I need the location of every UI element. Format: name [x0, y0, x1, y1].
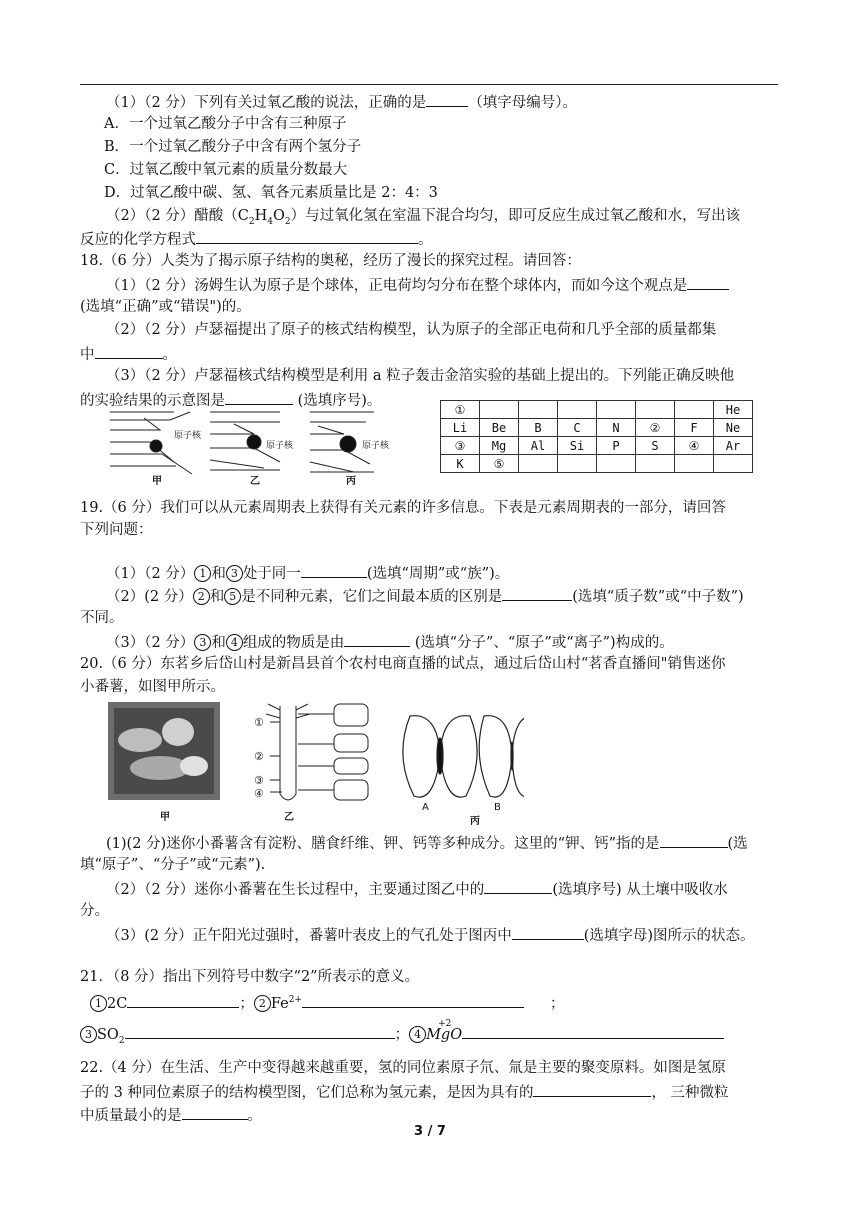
label-a: A [422, 802, 429, 813]
answer-blank[interactable] [127, 993, 239, 1008]
answer-blank[interactable] [660, 833, 728, 848]
circled-number: 3 [194, 634, 211, 651]
label-1: ① [254, 716, 264, 729]
figure-label-jia: 甲 [160, 812, 170, 823]
figure-label-yi: 乙 [284, 812, 294, 823]
q18-part3: （3）（2 分）卢瑟福核式结构模型是利用 a 粒子轰击金箔实验的基础上提出的。下列能正确反映他 [106, 368, 735, 384]
q21-heading: 21．（8 分）指出下列符号中数字“2”所表示的意义。 [80, 969, 420, 985]
figure-jia [110, 412, 192, 474]
q20-part1-line2: 填“原子”、“分子”或“元素”). [80, 857, 266, 873]
answer-blank[interactable] [462, 1024, 724, 1039]
answer-blank[interactable] [125, 1024, 395, 1039]
circled-number: 3 [226, 565, 243, 582]
q17-option-a: A．一个过氧乙酸分子中含有三种原子 [104, 116, 347, 132]
q17-option-d: D．过氧乙酸中碳、氢、氧各元素质量比是 2：4：3 [104, 185, 438, 201]
answer-blank[interactable] [502, 586, 572, 601]
label-4: ④ [254, 787, 264, 800]
q17-part2-line2: 反应的化学方程式 。 [80, 229, 780, 249]
q18-part1: （1）（2 分）汤姆生认为原子是个球体，正电荷均匀分布在整个球体内，而如今这个观点是 [106, 275, 806, 295]
q17-option-b: B．一个过氧乙酸分子中含有两个氢分子 [104, 139, 362, 155]
table-row: K ⑤ [441, 455, 753, 473]
q18-part3-line2: 的实验结果的示意图是 (选填序号)。 [80, 390, 780, 410]
q20-part2: （2）（2 分）迷你小番薯在生长过程中，主要通过图乙中的 (选填序号) 从土壤中吸收水 [106, 879, 806, 899]
q22-line2: 子的 3 种同位素原子的结构模型图，它们总称为氢元素，是因为具有的 ， 三种微粒 [80, 1082, 780, 1102]
photo-sweet-potatoes [108, 702, 220, 800]
circled-number: 1 [90, 995, 107, 1012]
q20-part3: （3）(2 分）正午阳光过强时，番薯叶表皮上的气孔处于图丙中 (选填字母)图所示的状态。 [106, 925, 806, 945]
stomata-diagram [403, 716, 524, 797]
q18-part2-line2: 中 。 [80, 344, 780, 364]
answer-blank[interactable] [302, 993, 524, 1008]
q21-row1: 1 2C ； 2 $Fe^{2+}$ ； [90, 991, 790, 1013]
answer-blank[interactable] [95, 344, 163, 359]
q20-part2-line2: 分。 [80, 903, 109, 919]
figure-label-bing: 丙 [470, 816, 480, 826]
label-2: ② [254, 750, 264, 763]
figure-label-jia: 甲 [152, 476, 162, 486]
q17-part1: （1）（2 分）下列有关过氧乙酸的说法，正确的是 （填字母编号）。 [106, 92, 806, 112]
answer-blank[interactable] [182, 1105, 248, 1120]
table-row: ① He [441, 401, 753, 419]
q18-part1-line2: (选填“正确”或“错误")的。 [80, 299, 251, 315]
answer-blank[interactable] [344, 632, 410, 647]
alpha-scattering-figure [104, 402, 424, 486]
circled-number: 4 [226, 634, 243, 651]
periodic-table [440, 400, 753, 473]
sweet-potato-figures [104, 696, 524, 826]
answer-blank[interactable] [484, 879, 552, 894]
answer-blank[interactable] [687, 275, 729, 290]
q17-option-c: C．过氧乙酸中氧元素的质量分数最大 [104, 162, 348, 178]
answer-blank[interactable] [512, 925, 584, 940]
page-number: 3 / 7 [414, 1124, 446, 1139]
q18-heading: 18.（6 分）人类为了揭示原子结构的奥秘，经历了漫长的探究过程。请回答： [80, 253, 581, 269]
q19-part1: （1）（2 分） 1 和 3 处于同一 (选填“周期”或“族”)。 [106, 563, 806, 583]
nucleus-label: 原子核 [174, 431, 202, 441]
q19-part2: （2）(2 分） 2 和 5 是不同种元素，它们之间最本质的区别是 (选填“质子数”或“中子数”) [106, 586, 806, 606]
q20-part1: (1)(2 分)迷你小番薯含有淀粉、膳食纤维、钾、钙等多种成分。这里的“钾、钙”指的是 (选 [106, 833, 806, 853]
circled-number: 2 [254, 995, 271, 1012]
nucleus-label: 原子核 [266, 441, 294, 451]
figure-label-yi: 乙 [250, 476, 260, 486]
label-b: B [494, 802, 501, 813]
circled-number: 5 [224, 588, 241, 605]
answer-blank[interactable] [301, 563, 367, 578]
figure-label-bing: 丙 [346, 476, 356, 486]
q21-row2: 3 $SO_2$ ； 4 +2 MgO [80, 1024, 780, 1050]
answer-blank[interactable] [533, 1082, 651, 1097]
circled-number: 2 [193, 588, 210, 605]
label-3: ③ [254, 774, 264, 787]
circled-number: 4 [409, 1026, 426, 1043]
q20-heading: 20.（6 分）东茗乡后岱山村是新昌县首个农村电商直播的试点，通过后岱山村“茗香直播间"销售迷你 [80, 656, 726, 672]
q19-heading: 19.（6 分）我们可以从元素周期表上获得有关元素的许多信息。下表是元素周期表的一部分，请回答 [80, 500, 726, 516]
q17-part2: （2）（2 分）醋酸$(C_2H_4O_2)$与过氧化氢在室温下混合均匀，即可反应生成过氧乙酸和水，写出该 [106, 208, 741, 227]
q18-part2: （2）（2 分）卢瑟福提出了原子的核式结构模型，认为原子的全部正电荷和几乎全部的质量都集 [106, 322, 717, 338]
nucleus-label: 原子核 [362, 441, 390, 451]
valence-label: +2 [438, 1019, 452, 1029]
answer-blank[interactable] [426, 92, 468, 107]
q19-part2-line2: 不同。 [80, 610, 124, 626]
circled-number: 3 [80, 1026, 97, 1043]
q19-heading-line2: 下列问题： [80, 522, 153, 538]
q19-part3: （3）（2 分） 3 和 4 组成的物质是由 (选填“分子”、“原子”或“离子”)构成的。 [106, 632, 806, 652]
table-row: Li Be B C N ② F Ne [441, 419, 753, 437]
circled-number: 1 [194, 565, 211, 582]
answer-blank[interactable] [196, 229, 418, 244]
q22-line3: 中质量最小的是 。 [80, 1105, 780, 1125]
root-tip-diagram [266, 704, 368, 800]
header-rule [80, 84, 778, 85]
q22-line1: 22.（4 分）在生活、生产中变得越来越重要，氢的同位素原子氘、氚是主要的聚变原料。如图是氢原 [80, 1060, 726, 1076]
table-row: ③ Mg Al Si P S ④ Ar [441, 437, 753, 455]
q20-heading-line2: 小番薯，如图甲所示。 [80, 679, 225, 695]
